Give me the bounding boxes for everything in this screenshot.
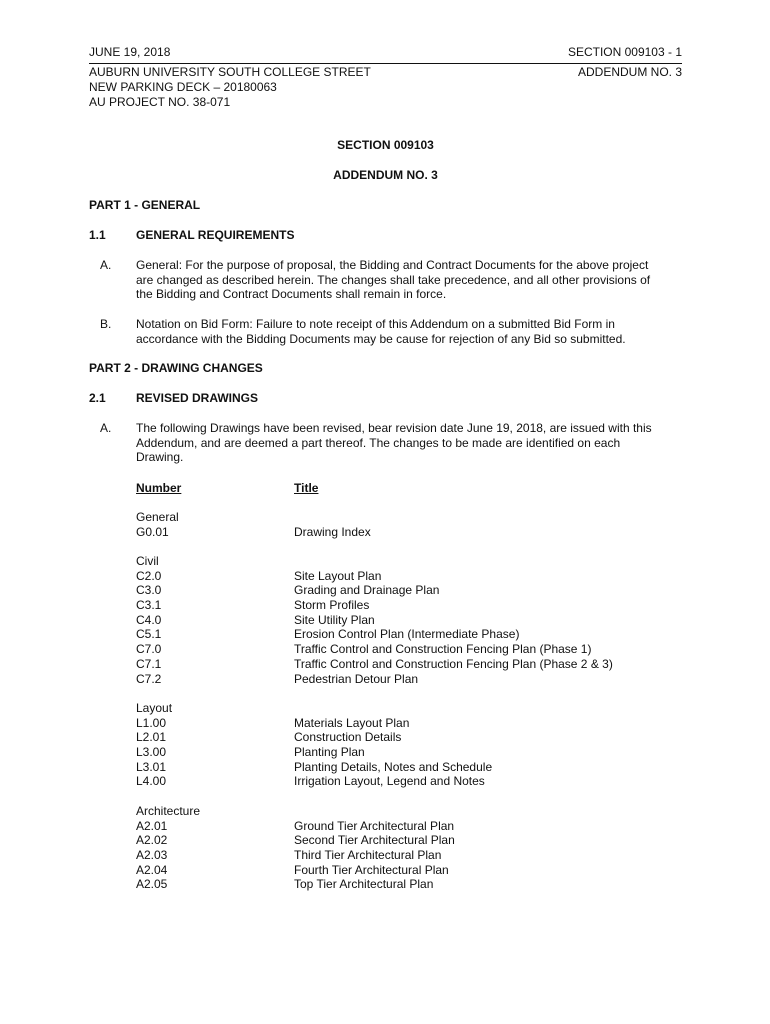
drawing-number: C3.0 — [136, 583, 162, 598]
para-line: Addendum, and are deemed a part thereof. The changes to be made are identified on each — [136, 435, 621, 450]
drawing-group-civil-titles — [294, 569, 613, 687]
para-2-1-a-label: A. — [100, 421, 112, 435]
para-line: are changed as described herein. The changes shall take precedence, and all other provisions of — [136, 272, 651, 287]
drawing-number: C3.1 — [136, 598, 162, 613]
drawing-title: Pedestrian Detour Plan — [294, 671, 419, 686]
header-project-line2: NEW PARKING DECK – 20180063 — [89, 80, 277, 94]
para-line: The following Drawings have been revised, bear revision date June 19, 2018, are issued with this — [136, 421, 652, 435]
header-project-line1: AUBURN UNIVERSITY SOUTH COLLEGE STREET — [89, 65, 371, 79]
drawing-group-general-numbers — [136, 510, 179, 539]
drawing-title: Storm Profiles — [294, 598, 370, 613]
drawing-group-layout-numbers — [136, 701, 172, 789]
drawing-title: Erosion Control Plan (Intermediate Phase) — [294, 627, 520, 642]
header-section-page: SECTION 009103 - 1 — [567, 45, 682, 59]
drawing-title: Top Tier Architectural Plan — [294, 877, 434, 892]
column-header-title: Title — [294, 481, 319, 495]
drawing-number: C7.1 — [136, 656, 162, 671]
para-1-1-a-text — [136, 258, 650, 302]
para-1-1-b-label: B. — [100, 317, 112, 331]
article-1-1-title: GENERAL REQUIREMENTS — [136, 228, 295, 242]
drawing-title: Materials Layout Plan — [294, 715, 410, 730]
drawing-number: A2.01 — [136, 818, 168, 833]
article-2-1-title: REVISED DRAWINGS — [136, 391, 259, 405]
drawing-number: A2.03 — [136, 848, 168, 863]
drawing-number: G0.01 — [136, 524, 169, 539]
article-2-1-number: 2.1 — [89, 391, 106, 405]
para-line: Drawing. — [136, 450, 184, 465]
drawing-number: L1.00 — [136, 715, 167, 730]
header-rule — [89, 63, 682, 64]
para-line: accordance with the Bidding Documents may be cause for rejection of any Bid so submitted. — [136, 331, 626, 346]
drawing-group-architecture-numbers — [136, 804, 200, 892]
para-line: the Bidding and Contract Documents shall remain in force. — [136, 287, 447, 302]
para-line: Notation on Bid Form: Failure to note receipt of this Addendum on a submitted Bid Form in — [136, 317, 615, 331]
drawing-number: A2.02 — [136, 833, 168, 848]
para-1-1-a-label: A. — [100, 258, 112, 272]
para-line: General: For the purpose of proposal, the Bidding and Contract Documents for the above project — [136, 258, 649, 272]
drawing-title: Third Tier Architectural Plan — [294, 848, 442, 863]
header-date: JUNE 19, 2018 — [89, 45, 171, 59]
drawing-title: Site Layout Plan — [294, 568, 382, 583]
drawing-title: Ground Tier Architectural Plan — [294, 818, 455, 833]
group-name-layout: Layout — [136, 701, 173, 715]
drawing-number: A2.04 — [136, 862, 168, 877]
drawing-number: C4.0 — [136, 612, 162, 627]
drawing-title: Second Tier Architectural Plan — [294, 833, 455, 848]
header-addendum-ref: ADDENDUM NO. 3 — [577, 65, 682, 79]
drawing-title: Site Utility Plan — [294, 612, 375, 627]
drawing-number: C5.1 — [136, 627, 162, 642]
part2-heading: PART 2 - DRAWING CHANGES — [89, 361, 263, 375]
drawing-number: C7.0 — [136, 642, 162, 657]
drawing-title: Planting Details, Notes and Schedule — [294, 759, 493, 774]
drawing-number: L3.00 — [136, 745, 167, 760]
section-title: SECTION 009103 — [337, 138, 434, 152]
drawing-title: Traffic Control and Construction Fencing Plan (Phase 2 & 3) — [294, 656, 613, 671]
drawing-group-layout-titles — [294, 716, 492, 789]
para-2-1-a-text — [136, 421, 652, 465]
drawing-title: Irrigation Layout, Legend and Notes — [294, 774, 485, 789]
article-1-1-number: 1.1 — [89, 228, 106, 242]
drawing-number: L3.01 — [136, 759, 167, 774]
drawing-number: L4.00 — [136, 774, 167, 789]
drawing-number: L2.01 — [136, 730, 167, 745]
drawing-title: Planting Plan — [294, 745, 365, 760]
drawing-title: Grading and Drainage Plan — [294, 583, 440, 598]
column-header-number: Number — [136, 481, 182, 495]
drawing-group-civil-numbers — [136, 554, 161, 686]
addendum-title: ADDENDUM NO. 3 — [333, 168, 438, 182]
drawing-title: Fourth Tier Architectural Plan — [294, 862, 449, 877]
para-1-1-b-text — [136, 317, 626, 346]
header-project-line3: AU PROJECT NO. 38-071 — [89, 95, 231, 109]
drawing-group-general-titles — [294, 525, 371, 540]
drawing-number: C7.2 — [136, 671, 162, 686]
drawing-title: Traffic Control and Construction Fencing Plan (Phase 1) — [294, 642, 592, 657]
drawing-title: Construction Details — [294, 730, 402, 745]
drawing-title: Drawing Index — [294, 524, 371, 539]
drawing-number: A2.05 — [136, 877, 168, 892]
part1-heading: PART 1 - GENERAL — [89, 198, 201, 212]
drawing-group-architecture-titles — [294, 819, 455, 892]
group-name-architecture: Architecture — [136, 804, 201, 818]
group-name-general: General — [136, 510, 179, 524]
group-name-civil: Civil — [136, 554, 159, 568]
drawing-number: C2.0 — [136, 568, 162, 583]
